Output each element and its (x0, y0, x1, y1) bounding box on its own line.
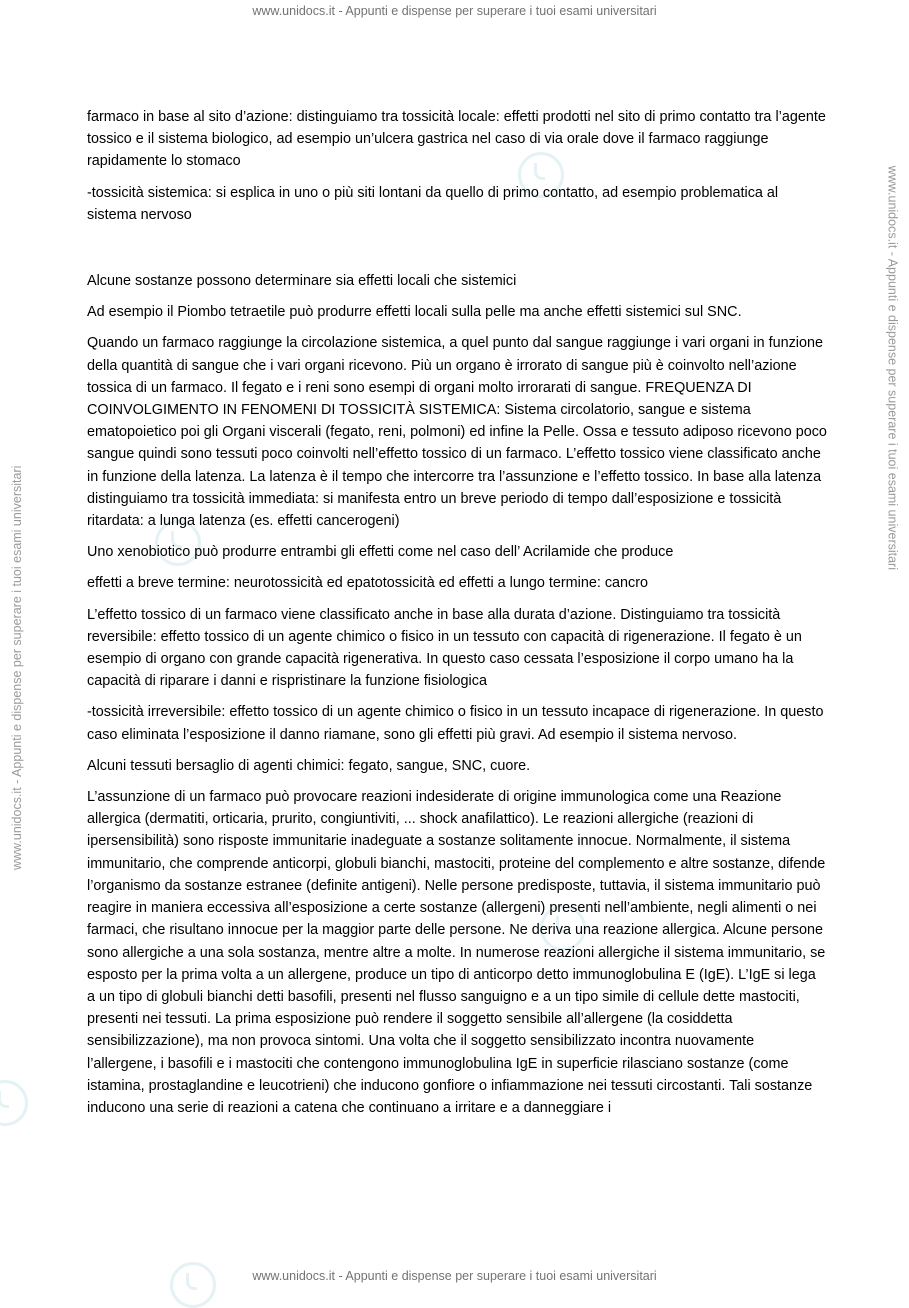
left-side-text: www.unidocs.it - Appunti e dispense per superare i tuoi esami universitari (10, 465, 24, 870)
paragraph: Ad esempio il Piombo tetraetile può produrre effetti locali sulla pelle ma anche effetti sistemici sul SNC. (87, 304, 742, 321)
right-side-text: www.unidocs.it - Appunti e dispense per superare i tuoi esami universitari (885, 165, 899, 570)
footer-watermark (0, 1269, 909, 1283)
paragraph: farmaco in base al sito d’azione: distinguiamo tra tossicità locale: effetti prodotti nel sito di primo contatto tra l’agente tossico e il sistema biologico, ad esempio un’ulcera gastrica nel caso di via orale dove il farmaco raggiunge rapidamente lo stomaco (87, 109, 826, 170)
watermark-logo-icon (0, 1080, 28, 1126)
footer-text: www.unidocs.it - Appunti e dispense per superare i tuoi esami universitari (252, 1269, 657, 1283)
paragraph: -tossicità irreversibile: effetto tossico di un agente chimico o fisico in un tessuto incapace di rigenerazione. In questo caso eliminata l’esposizione il danno riamane, sono gli effetti più gravi. Ad esempio il sistema nervoso. (87, 704, 824, 743)
paragraph: Quando un farmaco raggiunge la circolazione sistemica, a quel punto dal sangue raggiunge i vari organi in funzione della quantità di sangue che i vari organi ricevono. Più un organo è irrorato di sangue più è coinvolto nell’azione tossica di un farmaco. Il fegato e i reni sono esempi di organi molto irrorarati di sangue. FREQUENZA DI COINVOLGIMENTO IN FENOMENI DI TOSSICITÀ SISTEMICA: Sistema circolatorio, sangue e sistema ematopoietico poi gli Organi viscerali (fegato, reni, polmoni) ed infine la Pelle. Ossa e tessuto adiposo ricevono poco sangue quindi sono tessuti poco coinvolti nell’effetto tossico di un farmaco. L’effetto tossico viene classificato anche in funzione della latenza. La latenza è il tempo che intercorre tra l’assunzione e l’effetto tossico. In base alla latenza distinguiamo tra tossicità immediata: si manifesta entro un breve periodo di tempo dall’esposizione e tossicità ritardata: a lunga latenza (es. effetti cancerogeni) (87, 335, 827, 530)
paragraph: Alcune sostanze possono determinare sia effetti locali che sistemici (87, 273, 517, 290)
header-text: www.unidocs.it - Appunti e dispense per superare i tuoi esami universitari (252, 4, 657, 18)
paragraph: effetti a breve termine: neurotossicità ed epatotossicità ed effetti a lungo termine: cancro (87, 575, 649, 592)
paragraph: -tossicità sistemica: si esplica in uno o più siti lontani da quello di primo contatto, ad esempio problematica al sistema nervoso (87, 184, 779, 223)
paragraph: L’assunzione di un farmaco può provocare reazioni indesiderate di origine immunologica come una Reazione allergica (dermatiti, orticaria, prurito, congiuntiviti, ... shock anafilattico). Le reazioni allergiche (reazioni di ipersensibilità) sono risposte immunitarie inadeguate a sostanze solitamente innocue. Normalmente, il sistema immunitario, che comprende anticorpi, globuli bianchi, mastociti, proteine del complemento e altre sostanze, difende l’organismo da sostanze estranee (definite antigeni). Nelle persone predisposte, tuttavia, il sistema immunitario può reagire in maniera eccessiva all’esposizione a certe sostanze (allergeni) presenti nell’ambiente, negli alimenti o nei farmaci, che risultano innocue per la maggior parte delle persone. Ne deriva una reazione allergica. Alcune persone sono allergiche a una sola sostanza, mentre altre a molte. In numerose reazioni allergiche il sistema immunitario, se esposto per la prima volta a un allergene, produce un tipo di anticorpo detto immunoglobulina E (IgE). L’IgE si lega a un tipo di globuli bianchi detti basofili, presenti nel flusso sanguigno e a un tipo simile di cellule dette mastociti, presenti nei tessuti. La prima esposizione può rendere il soggetto sensibile all’allergene (la cosiddetta sensibilizzazione), ma non provoca sintomi. Una volta che il soggetto sensibilizzato incontra nuovamente l’allergene, i basofili e i mastociti che contengono immunoglobulina IgE in superficie rilasciano sostanze (come istamina, prostaglandine e leucotrieni) che inducono gonfiore o infiammazione nei tessuti circostanti. Tali sostanze inducono una serie di reazioni a catena che continuano a irritare e a danneggiare i (87, 789, 826, 1116)
paragraph: Alcuni tessuti bersaglio di agenti chimici: fegato, sangue, SNC, cuore. (87, 757, 531, 774)
document-body (87, 106, 827, 1128)
paragraph: Uno xenobiotico può produrre entrambi gli effetti come nel caso dell’ Acrilamide che produce (87, 544, 674, 561)
left-side-watermark (10, 466, 24, 870)
right-side-watermark (885, 166, 899, 570)
header-watermark (0, 4, 909, 18)
paragraph: L’effetto tossico di un farmaco viene classificato anche in base alla durata d’azione. Distinguiamo tra tossicità reversibile: effetto tossico di un agente chimico o fisico in un tessuto con capacità di rigenerazione. Il fegato è un esempio di organo con grande capacità rigenerativa. In questo caso cessata l’esposizione il corpo umano ha la capacità di riparare i danni e rispristinare la funzione fisiologica (87, 606, 802, 690)
